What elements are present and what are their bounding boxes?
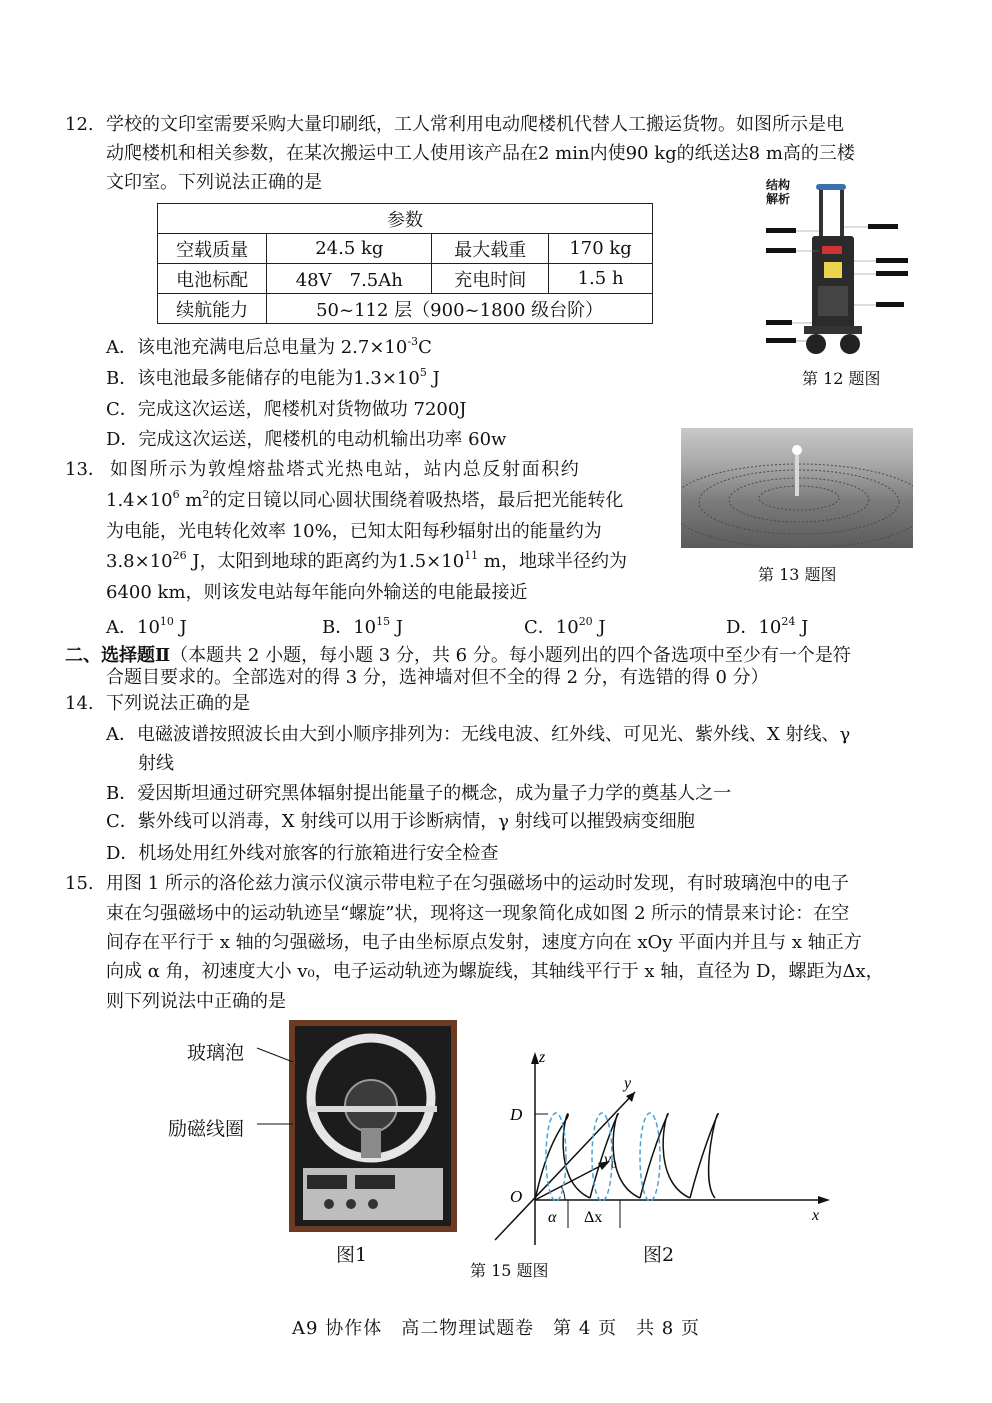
- table-cell: 续航能力: [158, 294, 267, 324]
- solar-field-illustration: [681, 428, 913, 548]
- q15-number: 15.: [65, 873, 94, 894]
- fig2-spiral-trajectory-diagram: [490, 1050, 835, 1250]
- q15-line-5: 则下列说法中正确的是: [106, 991, 286, 1012]
- q12-number: 12.: [65, 114, 94, 135]
- q13-option-d: D．$10^{24}$ J: [726, 615, 809, 638]
- q14-stem: 下列说法正确的是: [106, 693, 250, 714]
- q15-line-3: 间存在平行于 x 轴的匀强磁场，电子由坐标原点发射，速度方向在 xOy 平面内并且与 x 轴正方: [106, 932, 862, 953]
- table-cell: 空载质量: [158, 234, 267, 264]
- label-x: x: [812, 1207, 820, 1224]
- table-header: 参数: [158, 204, 653, 234]
- x-axis-arrow: [818, 1196, 830, 1204]
- q14-option-a: A．电磁波谱按照波长由大到小顺序排列为：无线电波、红外线、可见光、紫外线、X 射线、γ: [106, 724, 851, 745]
- fig1-caption: 图1: [336, 1244, 368, 1266]
- table-row: [158, 264, 653, 294]
- q14-option-c: C．紫外线可以消毒，X 射线可以用于诊断病情，γ 射线可以摧毁病变细胞: [106, 811, 695, 832]
- fig1-label-coil: 励磁线圈: [168, 1118, 245, 1140]
- q13-option-a: A．$10^{10}$ J: [106, 615, 187, 638]
- q12-figure-caption: 第 12 题图: [802, 369, 881, 388]
- label-v0: $v_0$: [604, 1151, 617, 1171]
- fig1-lorentz-apparatus-photo: [289, 1020, 457, 1232]
- q12-parameter-table: [157, 203, 653, 324]
- table-cell: 1.5 h: [549, 264, 653, 294]
- figure-title-2: 解析: [766, 192, 791, 206]
- q13-figure-caption: 第 13 题图: [758, 565, 837, 584]
- table-cell: 充电时间: [432, 264, 549, 294]
- q15-line-1: 用图 1 所示的洛伦兹力演示仪演示带电粒子在匀强磁场中的运动时发现，有时玻璃泡中的电子: [106, 873, 849, 894]
- q13-line-1: 如图所示为敦煌熔盐塔式光热电站，站内总反射面积约: [110, 459, 581, 480]
- fig2-caption: 图2: [643, 1244, 675, 1266]
- table-cell: 电池标配: [158, 264, 267, 294]
- label-alpha: α: [548, 1209, 557, 1226]
- q15-line-4: 向成 α 角，初速度大小 v₀，电子运动轨迹为螺旋线，其轴线平行于 x 轴，直径为 D，螺距为Δx，: [106, 961, 884, 982]
- section2-instructions-2: 合题目要求的。全部选对的得 3 分，选神墙对但不全的得 2 分，有选错的得 0 分）: [106, 667, 769, 688]
- label-D: D: [510, 1105, 523, 1124]
- q13-option-c: C．$10^{20}$ J: [524, 615, 606, 638]
- q12-stair-climber-figure: [764, 176, 924, 366]
- q15-line-2: 束在匀强磁场中的运动轨迹呈“螺旋”状，现将这一现象简化成如图 2 所示的情景来讨论：在空: [106, 903, 850, 924]
- label-O: O: [510, 1187, 523, 1206]
- table-row: [158, 294, 653, 324]
- q12-option-c: C．完成这次运送，爬楼机对货物做功 7200J: [106, 399, 467, 420]
- q14-number: 14.: [65, 693, 94, 714]
- fig1-label-glass-bulb: 玻璃泡: [187, 1042, 245, 1064]
- section2-title: 二、选择题Ⅱ: [65, 645, 171, 666]
- q13-line-2: $1.4\times 10^6$ $m^2$的定日镜以同心圆状围绕着吸热塔，最后把光能转化: [106, 488, 624, 511]
- q15-figure-caption: 第 15 题图: [470, 1261, 549, 1280]
- z-axis-arrow: [531, 1052, 539, 1064]
- q12-option-a: A．该电池充满电后总电量为 $2.7\times 10^{-3}C$: [106, 335, 432, 358]
- q13-line-4: $3.8\times 10^{26}$ J，太阳到地球的距离约为$1.5\times 10^{11}$ m，地球半径约为: [106, 549, 627, 572]
- q12-line-1: 学校的文印室需要采购大量印刷纸，工人常利用电动爬楼机代替人工搬运货物。如图所示是电: [106, 114, 844, 135]
- label-delta-x: Δx: [584, 1209, 603, 1226]
- label-y: y: [624, 1075, 632, 1092]
- label-z: z: [539, 1050, 546, 1066]
- q12-option-d: D．完成这次运送，爬楼机的电动机输出功率 60w: [106, 429, 507, 450]
- q13-number: 13．: [65, 459, 106, 480]
- figure-title-1: 结构: [766, 178, 791, 192]
- q13-line-5: 6400 km，则该发电站每年能向外输送的电能最接近: [106, 582, 528, 603]
- q13-option-b: B．$10^{15}$ J: [322, 615, 404, 638]
- q12-line-2: 动爬楼机和相关参数，在某次搬运中工人使用该产品在2 min内使90 kg的纸送达8 m高的三楼: [106, 143, 855, 164]
- q14-option-b: B．爱因斯坦通过研究黑体辐射提出能量子的概念，成为量子力学的奠基人之一: [106, 783, 732, 804]
- q12-option-b: B．该电池最多能储存的电能为$1.3\times 10^5$ J: [106, 366, 440, 389]
- fig1-label-leader-lines: [255, 1040, 295, 1140]
- table-cell: 170 kg: [549, 234, 653, 264]
- table-cell: 50~112 层（900~1800 级台阶）: [267, 294, 653, 324]
- q13-solar-station-photo: [681, 428, 913, 548]
- table-cell: 48V 7.5Ah: [267, 264, 432, 294]
- q14-option-d: D．机场处用红外线对旅客的行旅箱进行安全检查: [106, 843, 499, 864]
- table-row: [158, 234, 653, 264]
- lorentz-apparatus-illustration: [289, 1020, 457, 1232]
- section2-instructions-1: （本题共 2 小题，每小题 3 分，共 6 分。每小题列出的四个备选项中至少有一个是符: [170, 645, 851, 666]
- q12-line-3: 文印室。下列说法正确的是: [106, 172, 322, 193]
- page-footer: A9 协作体 高二物理试题卷 第 4 页 共 8 页: [292, 1318, 700, 1339]
- q13-line-3: 为电能，光电转化效率 10%，已知太阳每秒辐射出的能量约为: [106, 521, 602, 542]
- table-cell: 24.5 kg: [267, 234, 432, 264]
- table-cell: 最大载重: [432, 234, 549, 264]
- q14-option-a-cont: 射线: [138, 753, 174, 774]
